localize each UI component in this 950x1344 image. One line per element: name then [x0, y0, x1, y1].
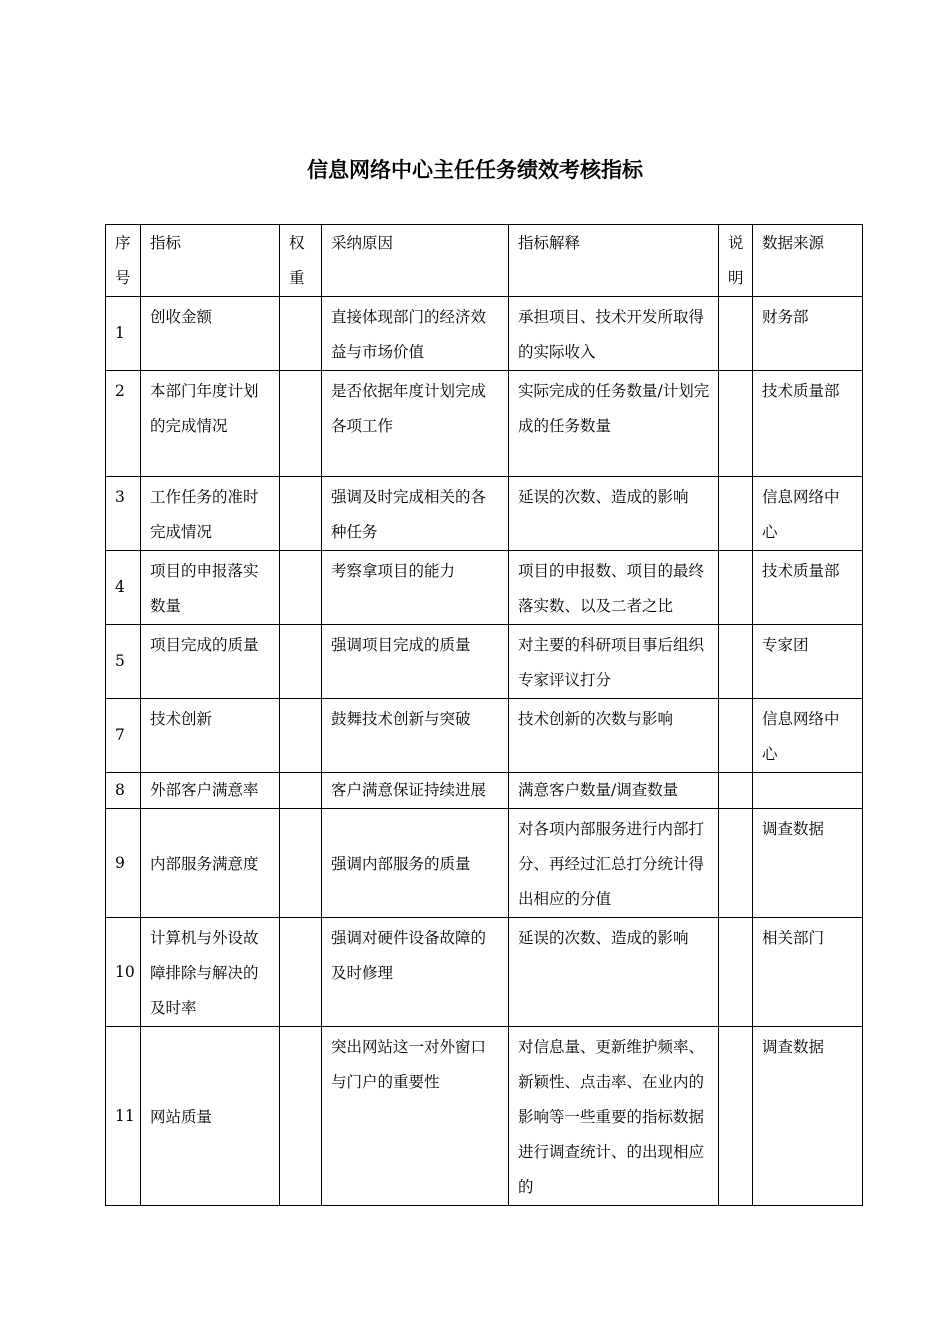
cell-note	[719, 1027, 753, 1206]
cell-note	[719, 551, 753, 625]
cell-reason: 强调对硬件设备故障的及时修理	[322, 918, 509, 1027]
table-row	[106, 918, 863, 1027]
cell-seq: 1	[106, 297, 141, 371]
cell-seq: 11	[106, 1027, 141, 1206]
cell-reason: 突出网站这一对外窗口与门户的重要性	[322, 1027, 509, 1206]
cell-indicator: 网站质量	[141, 1027, 280, 1206]
cell-weight	[280, 371, 322, 477]
cell-note	[719, 371, 753, 477]
cell-weight	[280, 551, 322, 625]
cell-seq: 7	[106, 699, 141, 773]
cell-note	[719, 625, 753, 699]
page-title: 信息网络中心主任任务绩效考核指标	[307, 158, 643, 182]
cell-explanation: 实际完成的任务数量/计划完成的任务数量	[509, 371, 719, 477]
cell-weight	[280, 1027, 322, 1206]
cell-explanation: 承担项目、技术开发所取得的实际收入	[509, 297, 719, 371]
cell-source: 相关部门	[753, 918, 863, 1027]
cell-source: 财务部	[753, 297, 863, 371]
cell-source: 信息网络中心	[753, 477, 863, 551]
cell-source: 专家团	[753, 625, 863, 699]
header-seq: 序号	[106, 225, 141, 297]
cell-note	[719, 477, 753, 551]
cell-indicator: 内部服务满意度	[141, 809, 280, 918]
cell-note	[719, 773, 753, 809]
table-header-row	[106, 225, 863, 297]
cell-seq: 2	[106, 371, 141, 477]
table-row	[106, 773, 863, 809]
cell-seq: 4	[106, 551, 141, 625]
header-indicator: 指标	[141, 225, 280, 297]
cell-reason: 强调及时完成相关的各种任务	[322, 477, 509, 551]
cell-indicator: 计算机与外设故障排除与解决的及时率	[141, 918, 280, 1027]
cell-note	[719, 809, 753, 918]
table-row	[106, 371, 863, 477]
table-row	[106, 551, 863, 625]
cell-explanation: 满意客户数量/调查数量	[509, 773, 719, 809]
cell-note	[719, 699, 753, 773]
cell-indicator: 外部客户满意率	[141, 773, 280, 809]
cell-weight	[280, 625, 322, 699]
cell-indicator: 项目的申报落实数量	[141, 551, 280, 625]
cell-seq: 10	[106, 918, 141, 1027]
cell-note	[719, 918, 753, 1027]
cell-explanation: 延误的次数、造成的影响	[509, 477, 719, 551]
cell-explanation: 对主要的科研项目事后组织专家评议打分	[509, 625, 719, 699]
cell-explanation: 项目的申报数、项目的最终落实数、以及二者之比	[509, 551, 719, 625]
cell-weight	[280, 699, 322, 773]
table-row	[106, 1027, 863, 1206]
cell-indicator: 项目完成的质量	[141, 625, 280, 699]
cell-source: 技术质量部	[753, 551, 863, 625]
cell-reason: 客户满意保证持续进展	[322, 773, 509, 809]
table-row	[106, 625, 863, 699]
cell-seq: 3	[106, 477, 141, 551]
cell-explanation: 对各项内部服务进行内部打分、再经过汇总打分统计得出相应的分值	[509, 809, 719, 918]
cell-indicator: 本部门年度计划的完成情况	[141, 371, 280, 477]
kpi-table	[105, 224, 863, 1206]
header-weight: 权重	[280, 225, 322, 297]
cell-weight	[280, 918, 322, 1027]
header-source: 数据来源	[753, 225, 863, 297]
header-note: 说明	[719, 225, 753, 297]
cell-source: 信息网络中心	[753, 699, 863, 773]
cell-indicator: 创收金额	[141, 297, 280, 371]
cell-reason: 考察拿项目的能力	[322, 551, 509, 625]
cell-reason: 是否依据年度计划完成各项工作	[322, 371, 509, 477]
cell-weight	[280, 809, 322, 918]
cell-explanation: 对信息量、更新维护频率、新颖性、点击率、在业内的影响等一些重要的指标数据进行调查统计、的出现相应的	[509, 1027, 719, 1206]
cell-source: 调查数据	[753, 809, 863, 918]
table-row	[106, 297, 863, 371]
cell-explanation: 延误的次数、造成的影响	[509, 918, 719, 1027]
cell-source: 调查数据	[753, 1027, 863, 1206]
cell-reason: 直接体现部门的经济效益与市场价值	[322, 297, 509, 371]
header-explanation: 指标解释	[509, 225, 719, 297]
cell-indicator: 技术创新	[141, 699, 280, 773]
table-row	[106, 477, 863, 551]
cell-note	[719, 297, 753, 371]
cell-seq: 9	[106, 809, 141, 918]
table-row	[106, 809, 863, 918]
cell-weight	[280, 477, 322, 551]
header-reason: 采纳原因	[322, 225, 509, 297]
table-row	[106, 699, 863, 773]
cell-weight	[280, 773, 322, 809]
cell-seq: 8	[106, 773, 141, 809]
cell-explanation: 技术创新的次数与影响	[509, 699, 719, 773]
cell-reason: 鼓舞技术创新与突破	[322, 699, 509, 773]
cell-source	[753, 773, 863, 809]
cell-indicator: 工作任务的准时完成情况	[141, 477, 280, 551]
cell-weight	[280, 297, 322, 371]
cell-source: 技术质量部	[753, 371, 863, 477]
cell-reason: 强调项目完成的质量	[322, 625, 509, 699]
cell-seq: 5	[106, 625, 141, 699]
cell-reason: 强调内部服务的质量	[322, 809, 509, 918]
